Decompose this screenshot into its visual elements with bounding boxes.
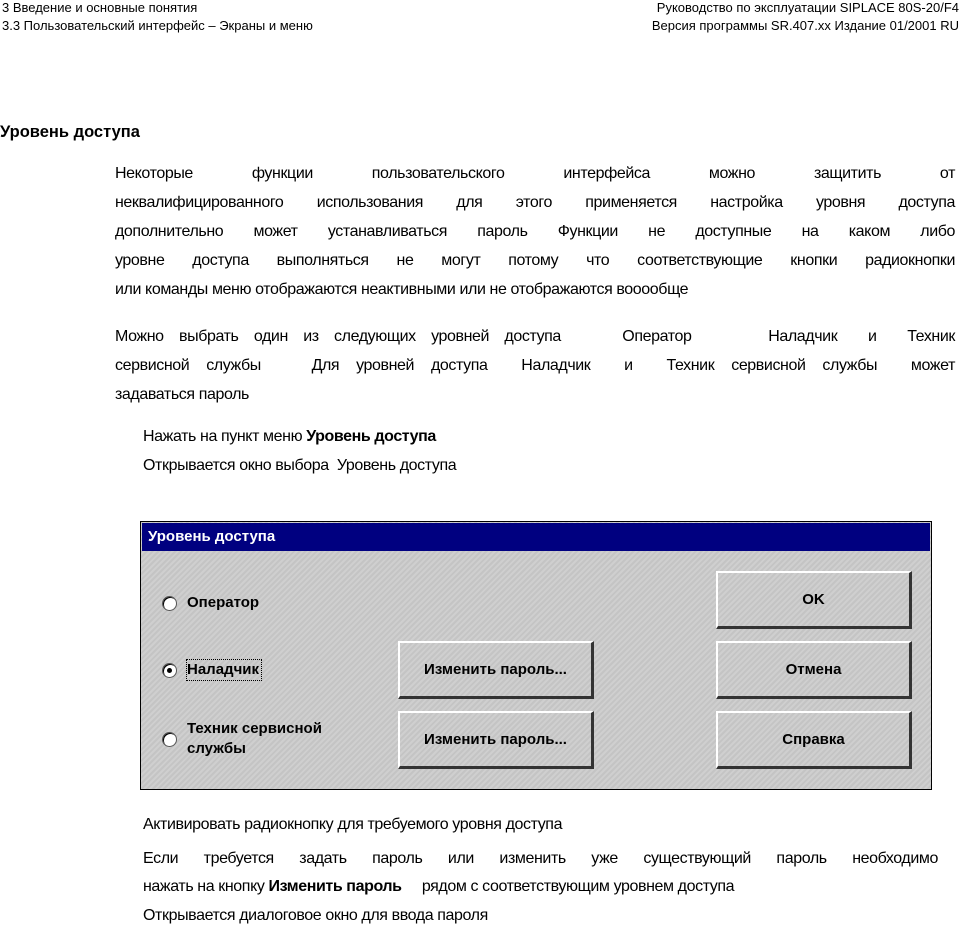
step1-text: Нажать на пункт меню xyxy=(143,428,307,445)
step1 xyxy=(143,428,436,446)
step3-line: Если требуется задать пароль или изменить уже существующий пароль необходимо xyxy=(143,850,938,867)
radio-setter-label[interactable]: Наладчик xyxy=(187,661,260,678)
para2-line: сервисной службы Для уровней доступа Наладчик и Техник сервисной службы может xyxy=(115,357,955,374)
label-line: службы xyxy=(187,740,246,757)
radio-service-tech[interactable] xyxy=(162,732,177,747)
para1-line: или команды меню отображаются неактивными или не отображаются вооообще xyxy=(115,281,689,298)
step3-text: рядом с соответствующим уровнем доступа xyxy=(401,878,735,895)
ok-button[interactable]: OK xyxy=(716,571,912,629)
cancel-button[interactable]: Отмена xyxy=(716,641,912,699)
step1-result: Открывается окно выбора Уровень доступа xyxy=(143,457,457,474)
section-header: 3.3 Пользовательский интерфейс – Экраны и меню xyxy=(2,18,313,33)
para2-line: Можно выбрать один из следующих уровней доступа Оператор Наладчик и Техник xyxy=(115,328,955,345)
step1-menu-item: Уровень доступа xyxy=(306,428,436,445)
radio-checked-dot xyxy=(167,668,172,673)
manual-header: Руководство по эксплуатации SIPLACE 80S-20/F4 xyxy=(656,0,959,15)
step2: Активировать радиокнопку для требуемого уровня доступа xyxy=(143,816,563,833)
step3-result: Открывается диалоговое окно для ввода пароля xyxy=(143,907,488,924)
radio-setter[interactable] xyxy=(162,663,177,678)
para1-line: уровне доступа выполняться не могут потому что соответствующие кнопки радиокнопки xyxy=(115,252,955,269)
section-heading: Уровень доступа xyxy=(0,123,140,141)
help-button[interactable]: Справка xyxy=(716,711,912,769)
label-line: Техник сервисной xyxy=(187,720,322,737)
radio-operator-label[interactable]: Оператор xyxy=(187,594,260,611)
radio-operator[interactable] xyxy=(162,596,177,611)
para1-line: Некоторые функции пользовательского интерфейса можно защитить от xyxy=(115,165,955,182)
para2-line: задаваться пароль xyxy=(115,386,249,403)
para1-line: дополнительно может устанавливаться пароль Функции не доступные на каком либо xyxy=(115,223,955,240)
step3-line xyxy=(143,878,734,896)
step3-button-name: Изменить пароль xyxy=(268,878,402,895)
change-password-service-button[interactable]: Изменить пароль... xyxy=(398,711,594,769)
radio-service-tech-label[interactable] xyxy=(187,719,322,759)
chapter-header: 3 Введение и основные понятия xyxy=(2,0,198,15)
para1-line: неквалифицированного использования для этого применяется настройка уровня доступа xyxy=(115,194,955,211)
dialog-title: Уровень доступа xyxy=(142,523,930,551)
change-password-setter-button[interactable]: Изменить пароль... xyxy=(398,641,594,699)
step3-text: нажать на кнопку xyxy=(143,878,269,895)
access-level-dialog xyxy=(140,521,932,790)
version-header: Версия программы SR.407.xx Издание 01/2001 RU xyxy=(651,18,959,33)
